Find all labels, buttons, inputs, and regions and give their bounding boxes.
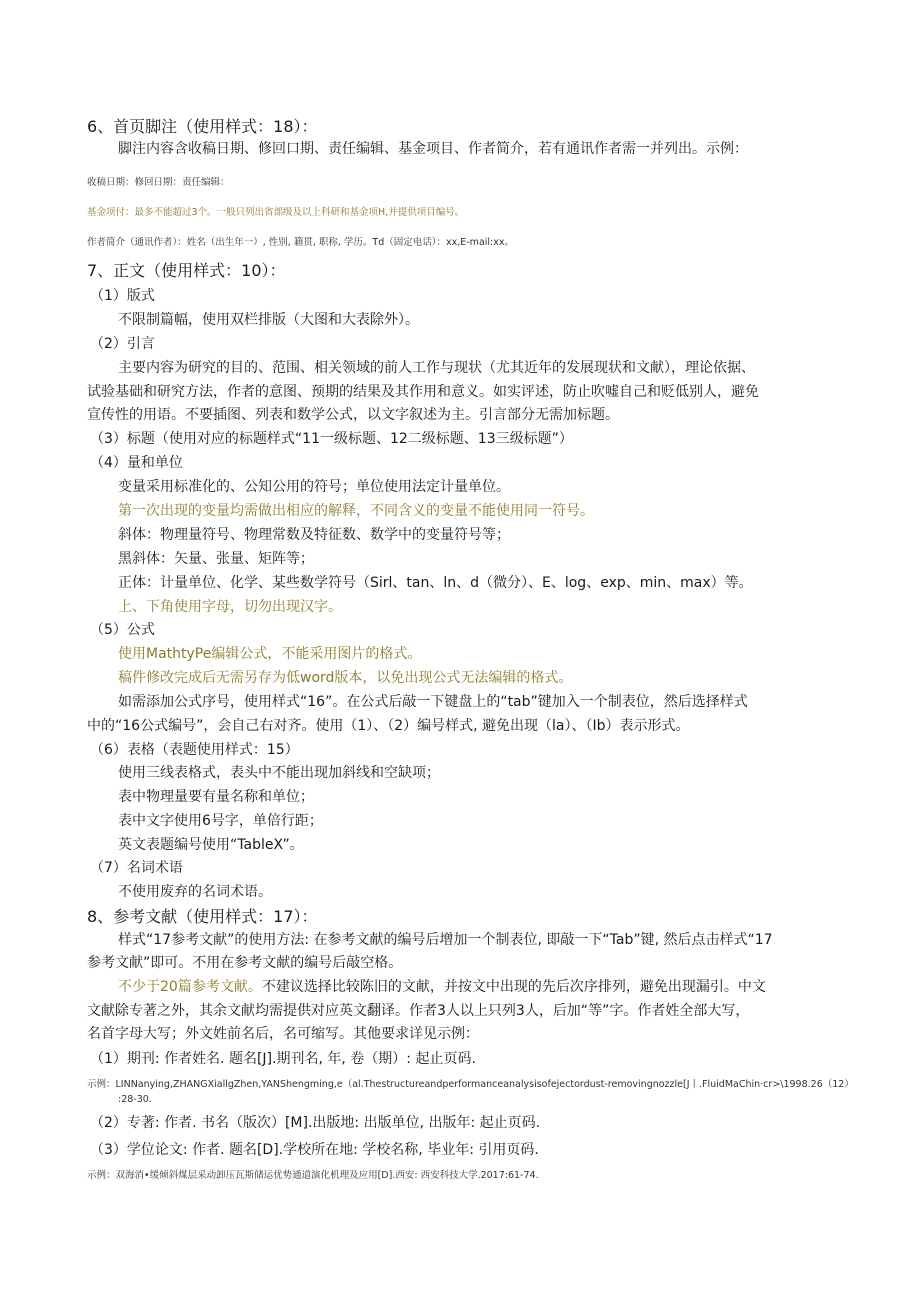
example-fund: 基金项付：最多不能超过3个。一般只列出省部级及以上科研和基金项H,并提供项目编号。 xyxy=(87,207,465,218)
section-7-heading: 7、正文（使用样式：10）： xyxy=(87,261,286,280)
example-author: 作者简介（通讯作者）：姓名（出生年一）, 性别, 籍贯, 职称, 学历。Td（固定电话）：xx,E-mail:xx。 xyxy=(87,237,514,248)
reference-type-journal: （1）期刊: 作者姓名. 题名[J].期刊名, 年, 卷（期）: 起止页码. xyxy=(90,1051,476,1067)
reference-type-thesis: （3）学位论文: 作者. 题名[D].学校所在地: 学校名称, 毕业年: 引用页码. xyxy=(90,1142,539,1158)
example-dates: 收稿日期：修回日期：责任编辑： xyxy=(87,177,230,188)
section-6-description: 脚注内容含收稿日期、修回口期、责任编辑、基金项目、作者简介，若有通讯作者需一并列出。示例： xyxy=(118,141,748,157)
subheading-titles: （3）标题（使用对应的标题样式“11一级标题、12二级标题、13三级标题”） xyxy=(90,431,573,447)
tables-line-4: 英文表题编号使用“TableX”。 xyxy=(118,837,304,853)
formula-line-1: 使用MathtyPe编辑公式，不能采用图片的格式。 xyxy=(118,646,422,662)
quantities-line-5: 正体：计量单位、化学、某些数学符号（Sirl、tan、ln、d（微分）、E、log、exp、min、max）等。 xyxy=(118,575,753,591)
references-count-note: 不少于20篇参考文献。 xyxy=(118,979,262,995)
quantities-line-3: 斜体：物理量符号、物理常数及特征数、数学中的变量符号等； xyxy=(118,527,510,543)
subheading-formula: （5）公式 xyxy=(90,622,155,638)
journal-example-line-1: 示例：LINNanying,ZHANGXiallgZhen,YANShengming,e（al.Thestructureandperformanceanalysisofejectordust-removingnozzle[J丨.FluidMaChin·cr>\1998.26（12） xyxy=(87,1079,854,1090)
intro-line-2: 试验基础和研究方法，作者的意图、预期的结果及其作用和意义。如实评述，防止吹嘘自己和贬低别人，避免 xyxy=(87,384,759,400)
references-line-3 xyxy=(118,976,766,996)
subheading-terms: （7）名词术语 xyxy=(90,860,183,876)
subheading-quantities: （4）量和单位 xyxy=(90,455,183,471)
tables-line-1: 使用三线表格式，表头中不能出现加斜线和空缺项； xyxy=(118,765,440,781)
subheading-tables: （6）表格（表题使用样式：15） xyxy=(90,742,299,758)
references-line-4: 文献除专著之外，其余文献均需提供对应英文翻译。作者3人以上只列3人，后加“等”字。作者姓全部大写， xyxy=(87,1003,750,1019)
tables-line-3: 表中文字使用6号字，单倍行距； xyxy=(118,813,323,829)
references-line-2: 参考文献”即可。不用在参考文献的编号后敲空格。 xyxy=(87,955,403,971)
quantities-line-6: 上、下角使用字母，切勿出现汉字。 xyxy=(118,599,342,615)
reference-type-monograph: （2）专著: 作者. 书名（版次）[M].出版地: 出版单位, 出版年: 起止页码. xyxy=(90,1115,541,1131)
tables-line-2: 表中物理量要有量名称和单位； xyxy=(118,789,314,805)
terms-line-1: 不使用废弃的名词术语。 xyxy=(118,884,272,900)
layout-text: 不限制篇幅，使用双栏排版（大图和大表除外）。 xyxy=(118,312,419,328)
subheading-intro: （2）引言 xyxy=(90,336,155,352)
references-line-1: 样式“17参考文献”的使用方法: 在参考文献的编号后增加一个制表位, 即敲一下“Tab”键, 然后点击样式“17 xyxy=(118,932,773,948)
references-line-5: 名首字母大写；外文姓前名后，名可缩写。其他要求详见示例： xyxy=(87,1026,479,1042)
subheading-layout: （1）版式 xyxy=(90,288,155,304)
quantities-line-4: 黑斜体：矢量、张量、矩阵等； xyxy=(118,551,314,567)
formula-line-4: 中的“16公式编号”，会自己右对齐。使用（1）、（2）编号样式, 避免出现（la）、（Ib）表示形式。 xyxy=(87,718,690,734)
references-order-note: 不建议选择比较陈旧的文献，并按文中出现的先后次序排列，避免出现漏引。中文 xyxy=(261,979,766,995)
formula-line-3: 如需添加公式序号，使用样式“16”。在公式后敲一下键盘上的“tab”键加入一个制表位，然后选择样式 xyxy=(118,694,748,710)
section-6-heading: 6、首页脚注（使用样式：18）： xyxy=(87,117,318,136)
thesis-example: 示例：双海消•缓倾斜煤层采动卸压瓦斯储运优势通道演化机理及应用[D].西安: 西安科技大学.2017:61-74. xyxy=(87,1170,539,1181)
journal-example-line-2: :28-30. xyxy=(118,1094,152,1105)
section-8-heading: 8、参考文献（使用样式：17）： xyxy=(87,907,318,926)
intro-line-1: 主要内容为研究的目的、范围、相关领域的前人工作与现状（尤其近年的发展现状和文献），理论依据、 xyxy=(118,360,755,376)
quantities-line-1: 变量采用标准化的、公知公用的符号；单位使用法定计量单位。 xyxy=(118,479,510,495)
intro-line-3: 宣传性的用语。不要插图、列表和数学公式，以文字叙述为主。引言部分无需加标题。 xyxy=(87,407,619,423)
quantities-line-2: 第一次出现的变量均需做出相应的解释，不同含义的变量不能使用同一符号。 xyxy=(118,503,594,519)
formula-line-2: 稿件修改完成后无需另存为低word版本，以免出现公式无法编辑的格式。 xyxy=(118,670,573,686)
